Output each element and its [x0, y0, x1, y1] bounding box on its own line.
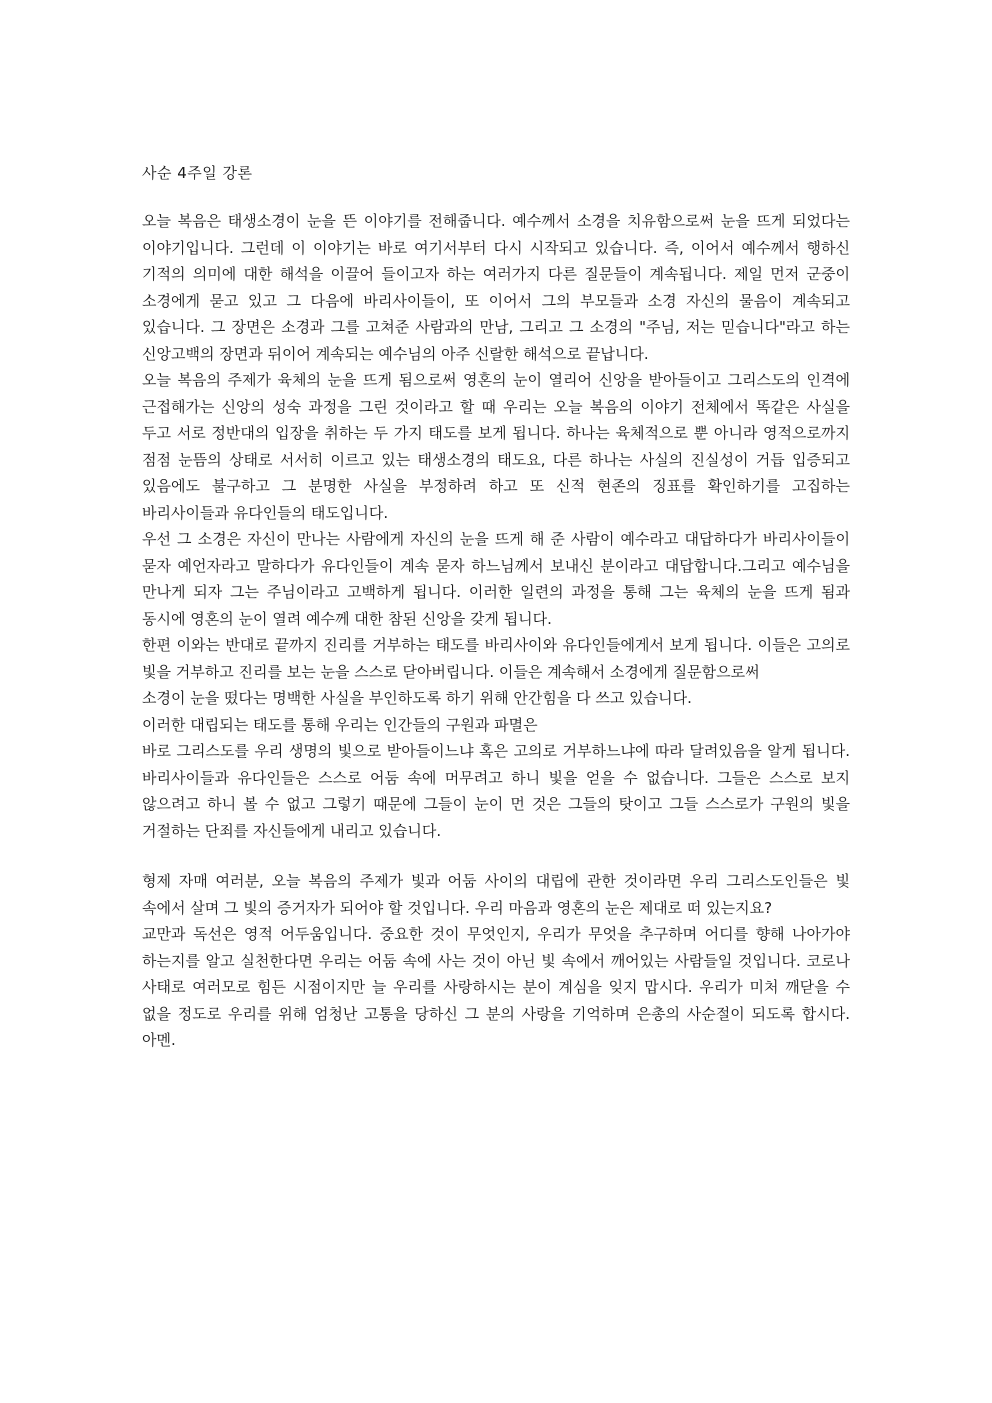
- paragraph-6: 이러한 대립되는 태도를 통해 우리는 인간들의 구원과 파멸은: [142, 715, 538, 734]
- paragraph-4: 한편 이와는 반대로 끝까지 진리를 거부하는 태도를 바리사이와 유다인들에게서 보게 됩니다. 이들은 고의로 빛을 거부하고 진리를 보는 눈을 스스로 닫아버립니다. 이들은 계속해서 소경에게 질문함으로써: [142, 636, 850, 681]
- paragraph-2: 오늘 복음의 주제가 육체의 눈을 뜨게 됨으로써 영혼의 눈이 열리어 신앙을 받아들이고 그리스도의 인격에 근접해가는 신앙의 성숙 과정을 그린 것이라고 할 때 우리는 오늘 복음의 이야기 전체에서 똑같은 사실을 두고 서로 정반대의 입장을 취하는 두 가지 태도를 보게 됩니다. 하나는 육체적으로 뿐 아니라 영적으로까지 점점 눈뜸의 상태로 서서히 이르고 있는 태생소경의 태도요, 다른 하나는 사실의 진실성이 거듭 입증되고 있음에도 불구하고 그 분명한 사실을 부정하려 하고 또 신적 현존의 징표를 확인하기를 고집하는 바리사이들과 유다인들의 태도입니다.: [142, 371, 850, 522]
- paragraph-3: 우선 그 소경은 자신이 만나는 사람에게 자신의 눈을 뜨게 해 준 사람이 예수라고 대답하다가 바리사이들이 묻자 예언자라고 말하다가 유다인들이 계속 묻자 하느님께서 보내신 분이라고 대답합니다.그리고 예수님을 만나게 되자 그는 주님이라고 고백하게 됩니다. 이러한 일련의 과정을 통해 그는 육체의 눈을 뜨게 됨과 동시에 영혼의 눈이 열려 예수께 대한 참된 신앙을 갖게 됩니다.: [142, 530, 850, 628]
- paragraph-9: 교만과 독선은 영적 어두움입니다. 중요한 것이 무엇인지, 우리가 무엇을 추구하며 어디를 향해 나아가야 하는지를 알고 실천한다면 우리는 어둠 속에 사는 것이 아닌 빛 속에서 깨어있는 사람들일 것입니다. 코로나 사태로 여러모로 힘든 시점이지만 늘 우리를 사랑하시는 분이 계심을 잊지 맙시다. 우리가 미처 깨닫을 수 없을 정도로 우리를 위해 엄청난 고통을 당하신 그 분의 사랑을 기억하며 은총의 사순절이 되도록 합시다. 아멘.: [142, 925, 850, 1049]
- paragraph-7: 바로 그리스도를 우리 생명의 빛으로 받아들이느냐 혹은 고의로 거부하느냐에 따라 달려있음을 알게 됩니다. 바리사이들과 유다인들은 스스로 어둠 속에 머무려고 하니 빛을 얻을 수 없습니다. 그들은 스스로 보지 않으려고 하니 볼 수 없고 그렇기 때문에 그들이 눈이 먼 것은 그들의 탓이고 그들 스스로가 구원의 빛을 거절하는 단죄를 자신들에게 내리고 있습니다.: [142, 742, 850, 840]
- paragraph-8: 형제 자매 여러분, 오늘 복음의 주제가 빛과 어둠 사이의 대립에 관한 것이라면 우리 그리스도인들은 빛 속에서 살며 그 빛의 증거자가 되어야 할 것입니다. 우리 마음과 영혼의 눈은 제대로 떠 있는지요?: [142, 872, 850, 917]
- paragraph-5: 소경이 눈을 떴다는 명백한 사실을 부인하도록 하기 위해 안간힘을 다 쓰고 있습니다.: [142, 689, 692, 707]
- document-title: 사순 4주일 강론: [142, 164, 253, 182]
- document-body: [142, 208, 850, 1054]
- paragraph-1: 오늘 복음은 태생소경이 눈을 뜬 이야기를 전해줍니다. 예수께서 소경을 치유함으로써 눈을 뜨게 되었다는 이야기입니다. 그런데 이 이야기는 바로 여기서부터 다시 시작되고 있습니다. 즉, 이어서 예수께서 행하신 기적의 의미에 대한 해석을 이끌어 들이고자 하는 여러가지 다른 질문들이 계속됩니다. 제일 먼저 군중이 소경에게 묻고 있고 그 다음에 바리사이들이, 또 이어서 그의 부모들과 소경 자신의 물음이 계속되고 있습니다. 그 장면은 소경과 그를 고쳐준 사람과의 만남, 그리고 그 소경의 "주님, 저는 믿습니다"라고 하는 신앙고백의 장면과 뒤이어 계속되는 예수님의 아주 신랄한 해석으로 끝납니다.: [142, 212, 850, 363]
- paragraph-gap: [142, 844, 850, 868]
